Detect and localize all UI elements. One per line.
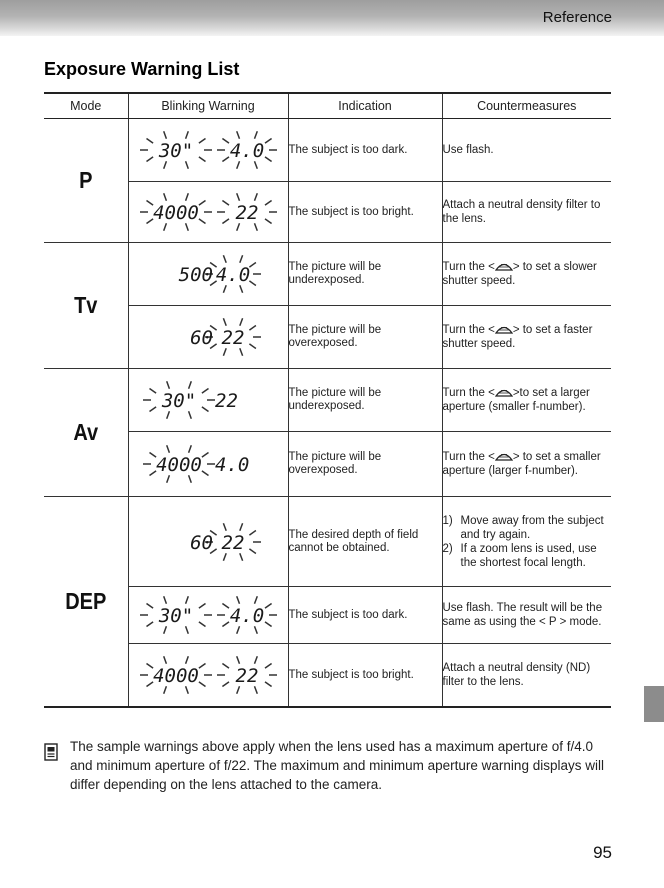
blink-ray: [249, 549, 256, 554]
countermeasure-text-start: Turn the <: [442, 324, 495, 336]
main-dial-icon: [495, 324, 513, 334]
indication-text: The desired depth of field cannot be obtained.: [288, 497, 442, 587]
blink-ray: [265, 157, 272, 162]
indication-text: The picture will be underexposed.: [288, 243, 442, 306]
blink-ray: [222, 139, 229, 144]
indication-text: The subject is too bright.: [288, 644, 442, 708]
mode-group-p: [44, 119, 611, 243]
blink-ray: [146, 201, 153, 206]
blink-ray: [265, 622, 272, 627]
blinking-warning-display: [128, 306, 288, 369]
blink-ray: [146, 604, 153, 609]
blink-ray: [185, 656, 188, 664]
aperture-value: 22: [221, 532, 244, 554]
note-block: [44, 737, 614, 794]
indication-text: The subject is too dark.: [288, 587, 442, 644]
blink-ray: [254, 193, 257, 201]
countermeasure-text: [442, 432, 611, 497]
table-row: [44, 182, 611, 243]
countermeasure-text-end: > to set a smaller aperture (larger f-number).: [442, 451, 601, 477]
shutter-speed-value: 30": [158, 140, 193, 162]
countermeasure-text-start: Turn the <: [442, 451, 495, 463]
shutter-speed-value: 4000: [155, 454, 202, 476]
blink-ray: [149, 407, 156, 412]
mode-cell-dep: DEP: [44, 481, 128, 723]
lcd-display: [129, 119, 289, 181]
table-row: [44, 119, 611, 182]
blink-ray: [265, 682, 272, 687]
blinking-warning-display: [128, 644, 288, 708]
blink-ray: [185, 193, 188, 201]
blink-ray: [222, 622, 229, 627]
lcd-display: [129, 306, 289, 368]
countermeasure-text: Use flash. The result will be the same as using the < P > mode.: [442, 587, 611, 644]
blink-ray: [236, 656, 239, 664]
blink-ray: [222, 664, 229, 669]
blink-ray: [254, 131, 257, 139]
blink-ray: [223, 553, 226, 561]
blink-ray: [223, 285, 226, 293]
page-header-bar: [0, 0, 664, 36]
main-dial-icon: [495, 387, 513, 397]
memo-icon: [44, 743, 58, 766]
aperture-value: 4.0: [229, 605, 264, 627]
lcd-display: [129, 243, 289, 305]
countermeasure-text: [442, 497, 611, 587]
blink-ray: [166, 475, 169, 483]
blink-ray: [185, 596, 188, 604]
lcd-display: [129, 644, 289, 706]
blink-ray: [166, 445, 169, 453]
aperture-value: 22: [221, 327, 244, 349]
blink-ray: [239, 255, 242, 263]
shutter-speed-value: 500: [178, 264, 213, 286]
blink-ray: [254, 626, 257, 634]
blink-ray: [188, 475, 191, 483]
aperture-value: 22: [214, 390, 238, 412]
blink-ray: [185, 161, 188, 169]
blink-ray: [146, 219, 153, 224]
blink-ray: [265, 604, 272, 609]
indication-text: The picture will be underexposed.: [288, 369, 442, 432]
blink-ray: [249, 326, 256, 331]
countermeasure-text: [442, 243, 611, 306]
blink-ray: [201, 389, 208, 394]
blink-ray: [146, 157, 153, 162]
note-text: The sample warnings above apply when the lens used has a maximum aperture of f/4.0 and minimum aperture of f/22. The maximum and minimum aperture warning displays will differ depending on the lens attached to the camera.: [70, 739, 604, 792]
blink-ray: [223, 255, 226, 263]
table-row: [44, 644, 611, 708]
mode-cell-av: Av: [44, 359, 128, 506]
blink-ray: [149, 453, 156, 458]
aperture-value: 4.0: [229, 140, 264, 162]
blink-ray: [254, 161, 257, 169]
table-row: [44, 432, 611, 497]
main-dial-icon: [495, 261, 513, 271]
exposure-warning-table: [44, 92, 611, 708]
blink-ray: [201, 453, 208, 458]
blink-ray: [254, 686, 257, 694]
blink-ray: [166, 411, 169, 419]
blinking-warning-display: [128, 587, 288, 644]
mode-group-dep: [44, 497, 611, 708]
blink-ray: [163, 223, 166, 231]
mode-cell-p: P: [44, 109, 128, 252]
blink-ray: [188, 381, 191, 389]
blink-ray: [198, 664, 205, 669]
aperture-value: 22: [235, 665, 258, 687]
lcd-display: [129, 432, 289, 496]
blink-ray: [198, 139, 205, 144]
blink-ray: [239, 553, 242, 561]
table-row: [44, 497, 611, 587]
blink-ray: [163, 161, 166, 169]
blink-ray: [265, 139, 272, 144]
main-dial-icon: [495, 451, 513, 461]
blink-ray: [249, 344, 256, 349]
section-title: Reference: [542, 9, 612, 26]
blink-ray: [185, 626, 188, 634]
blink-ray: [223, 348, 226, 356]
blink-ray: [222, 157, 229, 162]
step-number: 2): [442, 542, 453, 555]
blink-ray: [222, 201, 229, 206]
lcd-display: [129, 587, 289, 643]
countermeasure-step: [443, 514, 612, 542]
blink-ray: [236, 161, 239, 169]
step-number: 1): [442, 514, 453, 527]
countermeasure-step: [443, 542, 612, 570]
column-header-countermeasures: Countermeasures: [442, 93, 611, 119]
blink-ray: [198, 622, 205, 627]
shutter-speed-value: 4000: [152, 665, 199, 687]
countermeasure-steps: [443, 514, 612, 570]
blink-ray: [249, 281, 256, 286]
blink-ray: [185, 686, 188, 694]
blink-ray: [249, 263, 256, 268]
blink-ray: [185, 223, 188, 231]
column-header-blinking-warning: Blinking Warning: [128, 93, 288, 119]
blink-ray: [198, 157, 205, 162]
table-row: [44, 369, 611, 432]
blink-ray: [146, 622, 153, 627]
shutter-speed-value: 4000: [152, 202, 199, 224]
blink-ray: [198, 219, 205, 224]
blink-ray: [249, 531, 256, 536]
blink-ray: [236, 626, 239, 634]
blink-ray: [265, 219, 272, 224]
table-row: [44, 587, 611, 644]
countermeasure-text-end: > to set a faster shutter speed.: [442, 324, 593, 350]
blink-ray: [201, 471, 208, 476]
step-text: Move away from the subject and try again.: [460, 514, 604, 541]
blink-ray: [265, 201, 272, 206]
countermeasure-text-end: > to set a slower shutter speed.: [442, 261, 597, 287]
blink-ray: [265, 664, 272, 669]
blink-ray: [146, 664, 153, 669]
blink-ray: [188, 445, 191, 453]
countermeasure-text: [442, 369, 611, 432]
countermeasure-text: Attach a neutral density filter to the lens.: [442, 182, 611, 243]
blink-ray: [236, 131, 239, 139]
shutter-speed-value: 30": [158, 605, 193, 627]
blink-ray: [223, 318, 226, 326]
blink-ray: [239, 523, 242, 531]
blink-ray: [236, 223, 239, 231]
indication-text: The subject is too dark.: [288, 119, 442, 182]
indication-text: The picture will be overexposed.: [288, 306, 442, 369]
blink-ray: [146, 139, 153, 144]
blink-ray: [166, 381, 169, 389]
lcd-display: [129, 497, 289, 586]
table-row: [44, 243, 611, 306]
blink-ray: [254, 596, 257, 604]
page-title: Exposure Warning List: [44, 59, 240, 79]
mode-group-av: [44, 369, 611, 497]
blink-ray: [163, 686, 166, 694]
indication-text: The picture will be overexposed.: [288, 432, 442, 497]
blink-ray: [236, 686, 239, 694]
mode-group-tv: [44, 243, 611, 369]
blink-ray: [198, 201, 205, 206]
aperture-value: 4.0: [215, 264, 250, 286]
blink-ray: [198, 682, 205, 687]
countermeasure-text-start: Turn the <: [442, 261, 495, 273]
lcd-display: [129, 369, 289, 431]
step-text: If a zoom lens is used, use the shortest focal length.: [460, 542, 597, 569]
blink-ray: [201, 407, 208, 412]
blinking-warning-display: [128, 243, 288, 306]
blink-ray: [254, 656, 257, 664]
blink-ray: [163, 596, 166, 604]
blink-ray: [239, 285, 242, 293]
countermeasure-text: Use flash.: [442, 119, 611, 182]
blinking-warning-display: [128, 369, 288, 432]
countermeasure-text: [442, 306, 611, 369]
blink-ray: [163, 193, 166, 201]
blink-ray: [198, 604, 205, 609]
blink-ray: [149, 389, 156, 394]
countermeasure-text: Attach a neutral density (ND) filter to the lens.: [442, 644, 611, 708]
blinking-warning-display: [128, 119, 288, 182]
blink-ray: [185, 131, 188, 139]
section-index-tab: [644, 686, 664, 722]
blink-ray: [222, 682, 229, 687]
lcd-display: [129, 182, 289, 242]
blink-ray: [163, 626, 166, 634]
blink-ray: [149, 471, 156, 476]
aperture-value: 4.0: [214, 454, 249, 476]
countermeasure-text-start: Turn the <: [442, 387, 495, 399]
aperture-value: 22: [235, 202, 258, 224]
table-header-row: [44, 93, 611, 119]
column-header-indication: Indication: [288, 93, 442, 119]
table-row: [44, 306, 611, 369]
shutter-speed-value: 60: [189, 532, 213, 554]
page-number: 95: [593, 843, 612, 862]
blink-ray: [236, 596, 239, 604]
mode-cell-tv: Tv: [44, 233, 128, 378]
blinking-warning-display: [128, 497, 288, 587]
blink-ray: [222, 219, 229, 224]
shutter-speed-value: 30": [161, 390, 196, 412]
blink-ray: [222, 604, 229, 609]
column-header-mode: Mode: [44, 93, 128, 119]
blink-ray: [163, 131, 166, 139]
blink-ray: [239, 348, 242, 356]
blink-ray: [188, 411, 191, 419]
blinking-warning-display: [128, 182, 288, 243]
blinking-warning-display: [128, 432, 288, 497]
countermeasure-text-end: >to set a larger aperture (smaller f-number).: [442, 387, 590, 413]
blink-ray: [163, 656, 166, 664]
shutter-speed-value: 60: [189, 327, 213, 349]
blink-ray: [239, 318, 242, 326]
indication-text: The subject is too bright.: [288, 182, 442, 243]
blink-ray: [254, 223, 257, 231]
blink-ray: [236, 193, 239, 201]
blink-ray: [223, 523, 226, 531]
blink-ray: [146, 682, 153, 687]
